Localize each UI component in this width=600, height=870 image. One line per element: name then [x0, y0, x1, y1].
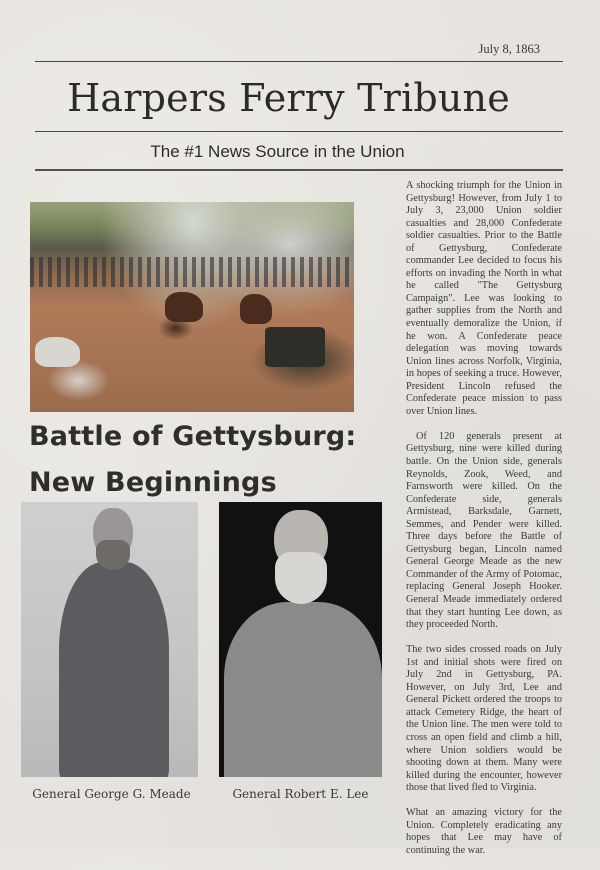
article-paragraph: Of 120 generals present at Gettysburg, nine were killed during battle. On the Union side, generals Reynolds, Zook, Weed, and Farnsworth were killed. On the Confederate side, generals Armistead, Barksdale, Garnett, Semmes, and Pender were killed. Three days before the Battle of Gettysburg began, Lincoln named General George Meade as the new Commander of the Army of Potomac, replacing General Joseph Hooker. General Meade immediately ordered that they start hunting Lee down, as they proceeded North. [406, 430, 562, 631]
caption-meade: General George G. Meade [32, 787, 191, 801]
top-rule [35, 61, 563, 62]
uniform-shape [224, 602, 382, 777]
article-paragraph: The two sides crossed roads on July 1st and initial shots were fired on July 2nd in Gettysburg, PA. However, on July 3rd, Lee and General Pickett ordered the troops to attack Cemetery Ridge, the heart of the Union line. The men were told to cross an open field and climb a hill, where Union soldiers would be shooting down at them. Many were killed during the encounter, however those that lived fled to Virginia. [406, 644, 562, 794]
middle-rule [35, 131, 563, 132]
masthead-title: Harpers Ferry Tribune [67, 76, 510, 120]
troop-line [30, 257, 354, 287]
rider-figure [240, 294, 272, 324]
date-line: July 8, 1863 [478, 42, 540, 56]
article-paragraph: What an amazing victory for the Union. Completely eradicating any hopes that Lee may have of continuing the war. [406, 807, 562, 856]
bottom-rule [35, 169, 563, 171]
tagline: The #1 News Source in the Union [150, 142, 405, 161]
headline-line-2: New Beginnings [29, 467, 277, 498]
beard-shape [96, 540, 130, 570]
battle-painting [30, 202, 354, 412]
portrait-meade [21, 502, 198, 777]
article-body [406, 180, 562, 870]
beard-shape [275, 552, 327, 604]
headline [29, 414, 409, 506]
white-horse-figure [35, 337, 80, 367]
rider-figure [165, 292, 203, 322]
article-paragraph: A shocking triumph for the Union in Gettysburg! However, from July 1 to July 3, 23,000 Union soldier casualties and 28,000 Confederate soldier casualties. Prior to the Battle of Gettysburg, Confederate commander Lee decided to focus his efforts on invading the North in what he called "The Gettysburg Campaign". Lee was looking to gather supplies from the North and eventually demoralize the Union, if he won. A Confederate peace delegation was moving towards Union lines across Norfolk, Virginia, in hopes of seeking a truce. However, President Lincoln refused the Confederate peace mission to pass over Union lines. [406, 180, 562, 417]
headline-line-1: Battle of Gettysburg: [29, 421, 357, 452]
uniform-shape [59, 562, 169, 777]
caption-lee: General Robert E. Lee [232, 787, 369, 801]
cannon-figure [265, 327, 325, 367]
portrait-lee [219, 502, 382, 777]
